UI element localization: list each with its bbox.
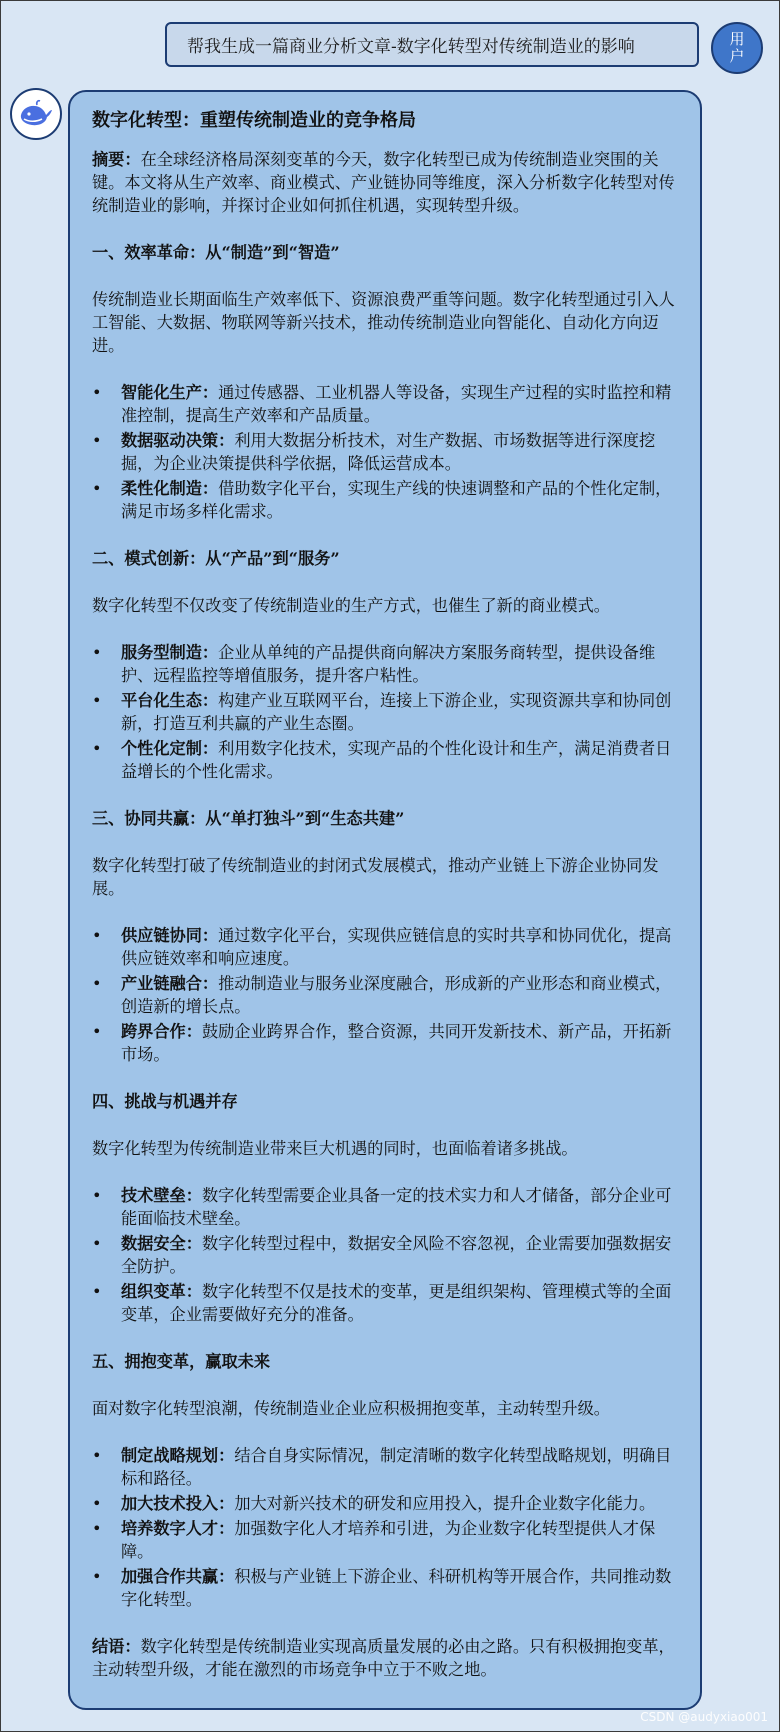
item-text: 数字化转型过程中，数据安全风险不容忽视，企业需要加强数据安全防护。 [121,1234,672,1276]
list-item [92,1492,682,1515]
item-term: 平台化生态： [121,691,219,710]
abstract [92,148,682,217]
assistant-answer-bubble [68,90,702,1710]
item-text: 加强数字化人才培养和引进，为企业数字化转型提供人才保障。 [121,1519,656,1561]
item-term: 数据安全： [121,1234,202,1253]
item-text: 结合自身实际情况，制定清晰的数字化转型战略规划，明确目标和路径。 [121,1446,672,1488]
conclusion [92,1635,682,1681]
bullet-list [92,1184,682,1326]
list-item [92,1565,682,1611]
item-term: 培养数字人才： [121,1519,235,1538]
bullet-list [92,1444,682,1611]
abstract-text: 在全球经济格局深刻变革的今天，数字化转型已成为传统制造业突围的关键。本文将从生产效率、商业模式、产业链协同等维度，深入分析数字化转型对传统制造业的影响，并探讨企业如何抓住机遇，实现转型升级。 [92,150,675,215]
section-heading: 五、拥抱变革，赢取未来 [92,1352,271,1371]
list-item [92,641,682,687]
list-item [92,381,682,427]
item-term: 服务型制造： [121,643,219,662]
conclusion-label: 结语： [92,1637,141,1656]
item-term: 数据驱动决策： [121,431,235,450]
item-term: 供应链协同： [121,926,219,945]
item-text: 数字化转型不仅是技术的变革，更是组织架构、管理模式等的全面变革，企业需要做好充分的准备。 [121,1282,672,1324]
list-item [92,972,682,1018]
list-item [92,429,682,475]
assistant-avatar [10,88,62,140]
user-avatar-label: 用户 [729,30,745,65]
list-item [92,1517,682,1563]
section-intro: 数字化转型为传统制造业带来巨大机遇的同时，也面临着诸多挑战。 [92,1139,578,1158]
item-term: 产业链融合： [121,974,219,993]
item-text: 利用大数据分析技术，对生产数据、市场数据等进行深度挖掘，为企业决策提供科学依据，降低运营成本。 [121,431,656,473]
item-term: 柔性化制造： [121,479,219,498]
item-term: 技术壁垒： [121,1186,202,1205]
list-item [92,1280,682,1326]
section-intro: 数字化转型打破了传统制造业的封闭式发展模式，推动产业链上下游企业协同发展。 [92,856,659,898]
item-text: 加大对新兴技术的研发和应用投入，提升企业数字化能力。 [234,1494,656,1513]
list-item [92,477,682,523]
item-term: 个性化定制： [121,739,219,758]
item-text: 通过数字化平台，实现供应链信息的实时共享和协同优化，提高供应链效率和响应速度。 [121,926,672,968]
conclusion-text: 数字化转型是传统制造业实现高质量发展的必由之路。只有积极拥抱变革，主动转型升级，才能在激烈的市场竞争中立于不败之地。 [92,1637,675,1679]
bullet-list [92,641,682,783]
user-avatar [711,22,763,74]
user-prompt-bubble [165,22,699,67]
item-text: 利用数字化技术，实现产品的个性化设计和生产，满足消费者日益增长的个性化需求。 [121,739,672,781]
bullet-list [92,924,682,1066]
item-text: 通过传感器、工业机器人等设备，实现生产过程的实时监控和精准控制，提高生产效率和产品质量。 [121,383,672,425]
article-title: 数字化转型：重塑传统制造业的竞争格局 [92,110,416,131]
section-heading: 四、挑战与机遇并存 [92,1092,238,1111]
section-heading: 三、协同共赢：从“单打独斗”到“生态共建” [92,809,405,828]
list-item [92,1444,682,1490]
item-term: 智能化生产： [121,383,219,402]
item-term: 加大技术投入： [121,1494,235,1513]
watermark: CSDN @audyxiao001 [640,1710,768,1724]
item-text: 构建产业互联网平台，连接上下游企业，实现资源共享和协同创新，打造互利共赢的产业生态圈。 [121,691,672,733]
list-item [92,737,682,783]
item-text: 鼓励企业跨界合作，整合资源，共同开发新技术、新产品，开拓新市场。 [121,1022,672,1064]
item-text: 借助数字化平台，实现生产线的快速调整和产品的个性化定制，满足市场多样化需求。 [121,479,672,521]
list-item [92,1184,682,1230]
list-item [92,1020,682,1066]
bullet-list [92,381,682,523]
user-prompt-text: 帮我生成一篇商业分析文章-数字化转型对传统制造业的影响 [187,37,635,57]
item-text: 推动制造业与服务业深度融合，形成新的产业形态和商业模式，创造新的增长点。 [121,974,672,1016]
list-item [92,924,682,970]
section-heading: 二、模式创新：从“产品”到“服务” [92,549,340,568]
abstract-label: 摘要： [92,150,141,169]
list-item [92,1232,682,1278]
item-term: 组织变革： [121,1282,202,1301]
item-term: 制定战略规划： [121,1446,235,1465]
item-term: 跨界合作： [121,1022,202,1041]
list-item [92,689,682,735]
item-term: 加强合作共赢： [121,1567,235,1586]
section-intro: 数字化转型不仅改变了传统制造业的生产方式，也催生了新的商业模式。 [92,596,610,615]
item-text: 积极与产业链上下游企业、科研机构等开展合作，共同推动数字化转型。 [121,1567,672,1609]
item-text: 企业从单纯的产品提供商向解决方案服务商转型，提供设备维护、远程监控等增值服务，提升客户粘性。 [121,643,656,685]
section-heading: 一、效率革命：从“制造”到“智造” [92,243,340,262]
section-intro: 传统制造业长期面临生产效率低下、资源浪费严重等问题。数字化转型通过引入人工智能、大数据、物联网等新兴技术，推动传统制造业向智能化、自动化方向迈进。 [92,290,675,355]
section-intro: 面对数字化转型浪潮，传统制造业企业应积极拥抱变革，主动转型升级。 [92,1399,610,1418]
item-text: 数字化转型需要企业具备一定的技术实力和人才储备，部分企业可能面临技术壁垒。 [121,1186,672,1228]
whale-logo-icon [18,99,54,129]
